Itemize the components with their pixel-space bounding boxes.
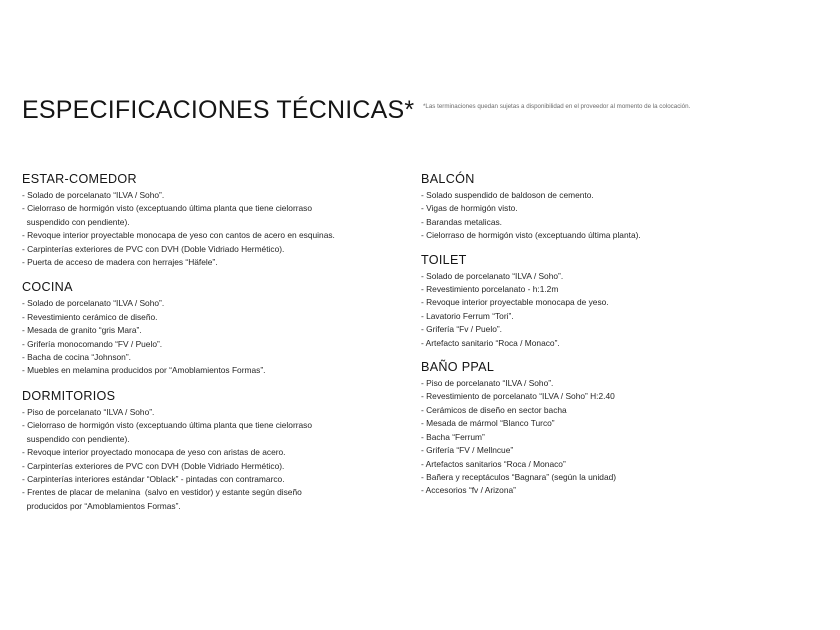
spec-item: - Carpinterías exteriores de PVC con DVH (Doble Vidriado Hermético). xyxy=(22,460,285,471)
spec-item: - Cerámicos de diseño en sector bacha xyxy=(421,404,567,415)
spec-item: - Grifería “Fv / Puelo”. xyxy=(421,324,502,335)
spec-list xyxy=(22,189,402,269)
spec-item: - Solado de porcelanato “ILVA / Soho”. xyxy=(421,270,564,281)
section-estar-comedor xyxy=(22,172,402,269)
spec-item: - Accesorios “fv / Arizona” xyxy=(421,485,516,496)
spec-item: - Cielorraso de hormigón visto (exceptuando última planta que tiene cielorraso xyxy=(22,420,313,431)
spec-item: - Cielorraso de hormigón visto (exceptuando última planta que tiene cielorraso xyxy=(22,203,313,214)
spec-item: - Muebles en melamina producidos por “Amoblamientos Formas”. xyxy=(22,365,266,376)
spec-item: - Frentes de placar de melanina (salvo en vestidor) y estante según diseño xyxy=(22,487,302,498)
spec-item: - Revoque interior proyectado monocapa de yeso con aristas de acero. xyxy=(22,447,286,458)
spec-list xyxy=(421,270,801,350)
spec-item: - Artefactos sanitarios “Roca / Monaco” xyxy=(421,458,566,469)
spec-item: - Solado de porcelanato “ILVA / Soho”. xyxy=(22,190,165,200)
spec-item: - Piso de porcelanato “ILVA / Soho”. xyxy=(421,378,554,389)
section-toilet xyxy=(421,253,801,350)
section-title: BAÑO PPAL xyxy=(421,360,495,375)
section-balcon xyxy=(421,172,801,243)
left-column xyxy=(22,172,402,513)
spec-item: - Puerta de acceso de madera con herrajes “Häfele”. xyxy=(22,257,218,268)
spec-item: - Solado suspendido de baldoson de cemento. xyxy=(421,190,594,200)
section-title: COCINA xyxy=(22,280,73,295)
spec-item: - Barandas metalicas. xyxy=(421,216,502,227)
spec-item: - Bañera y receptáculos “Bagnara” (según la unidad) xyxy=(421,471,617,482)
spec-item: - Grifería “FV / Mellncue” xyxy=(421,445,514,456)
spec-list xyxy=(421,377,801,498)
spec-item: - Revestimiento de porcelanato “ILVA / Soho” H:2.40 xyxy=(421,391,615,402)
spec-item: - Revestimiento porcelanato - h:1.2m xyxy=(421,284,559,295)
spec-item: - Piso de porcelanato “ILVA / Soho”. xyxy=(22,406,155,417)
spec-list xyxy=(421,189,801,243)
spec-item: - Grifería monocomando “FV / Puelo”. xyxy=(22,338,163,349)
spec-item: - Revoque interior proyectable monocapa de yeso. xyxy=(421,297,609,308)
spec-item: - Carpinterías interiores estándar “Oblack” - pintadas con contramarco. xyxy=(22,473,285,484)
section-title: TOILET xyxy=(421,252,467,267)
spec-item: - Lavatorio Ferrum “Tori”. xyxy=(421,310,514,321)
section-cocina xyxy=(22,280,402,377)
section-title: ESTAR-COMEDOR xyxy=(22,172,137,186)
spec-item: suspendido con pendiente). xyxy=(22,433,130,444)
section-dormitorios xyxy=(22,389,402,513)
section-bano-ppal xyxy=(421,360,801,498)
spec-item: suspendido con pendiente). xyxy=(22,216,130,227)
spec-list xyxy=(22,406,402,513)
section-title: BALCÓN xyxy=(421,172,475,186)
spec-item: - Solado de porcelanato “ILVA / Soho”. xyxy=(22,298,165,309)
spec-item: - Mesada de granito “gris Mara”. xyxy=(22,325,142,336)
spec-list xyxy=(22,297,402,377)
spec-item: - Mesada de mármol “Blanco Turco” xyxy=(421,418,555,429)
spec-item: - Bacha “Ferrum” xyxy=(421,431,485,442)
spec-item: producidos por “Amoblamientos Formas”. xyxy=(22,500,181,511)
section-title: DORMITORIOS xyxy=(22,388,116,403)
spec-item: - Cielorraso de hormigón visto (exceptuando última planta). xyxy=(421,230,641,241)
spec-item: - Vigas de hormigón visto. xyxy=(421,203,518,214)
disclaimer-note: *Las terminaciones quedan sujetas a disponibilidad en el proveedor al momento de la colocación. xyxy=(423,103,691,110)
spec-item: - Carpinterías exteriores de PVC con DVH (Doble Vidriado Hermético). xyxy=(22,243,285,254)
spec-item: - Bacha de cocina “Johnson”. xyxy=(22,352,131,363)
spec-item: - Revestimiento cerámico de diseño. xyxy=(22,311,158,322)
spec-item: - Revoque interior proyectable monocapa de yeso con cantos de acero en esquinas. xyxy=(22,230,335,241)
right-column xyxy=(421,172,801,498)
spec-item: - Artefacto sanitario “Roca / Monaco”. xyxy=(421,337,560,348)
page-title: ESPECIFICACIONES TÉCNICAS* xyxy=(22,96,415,124)
